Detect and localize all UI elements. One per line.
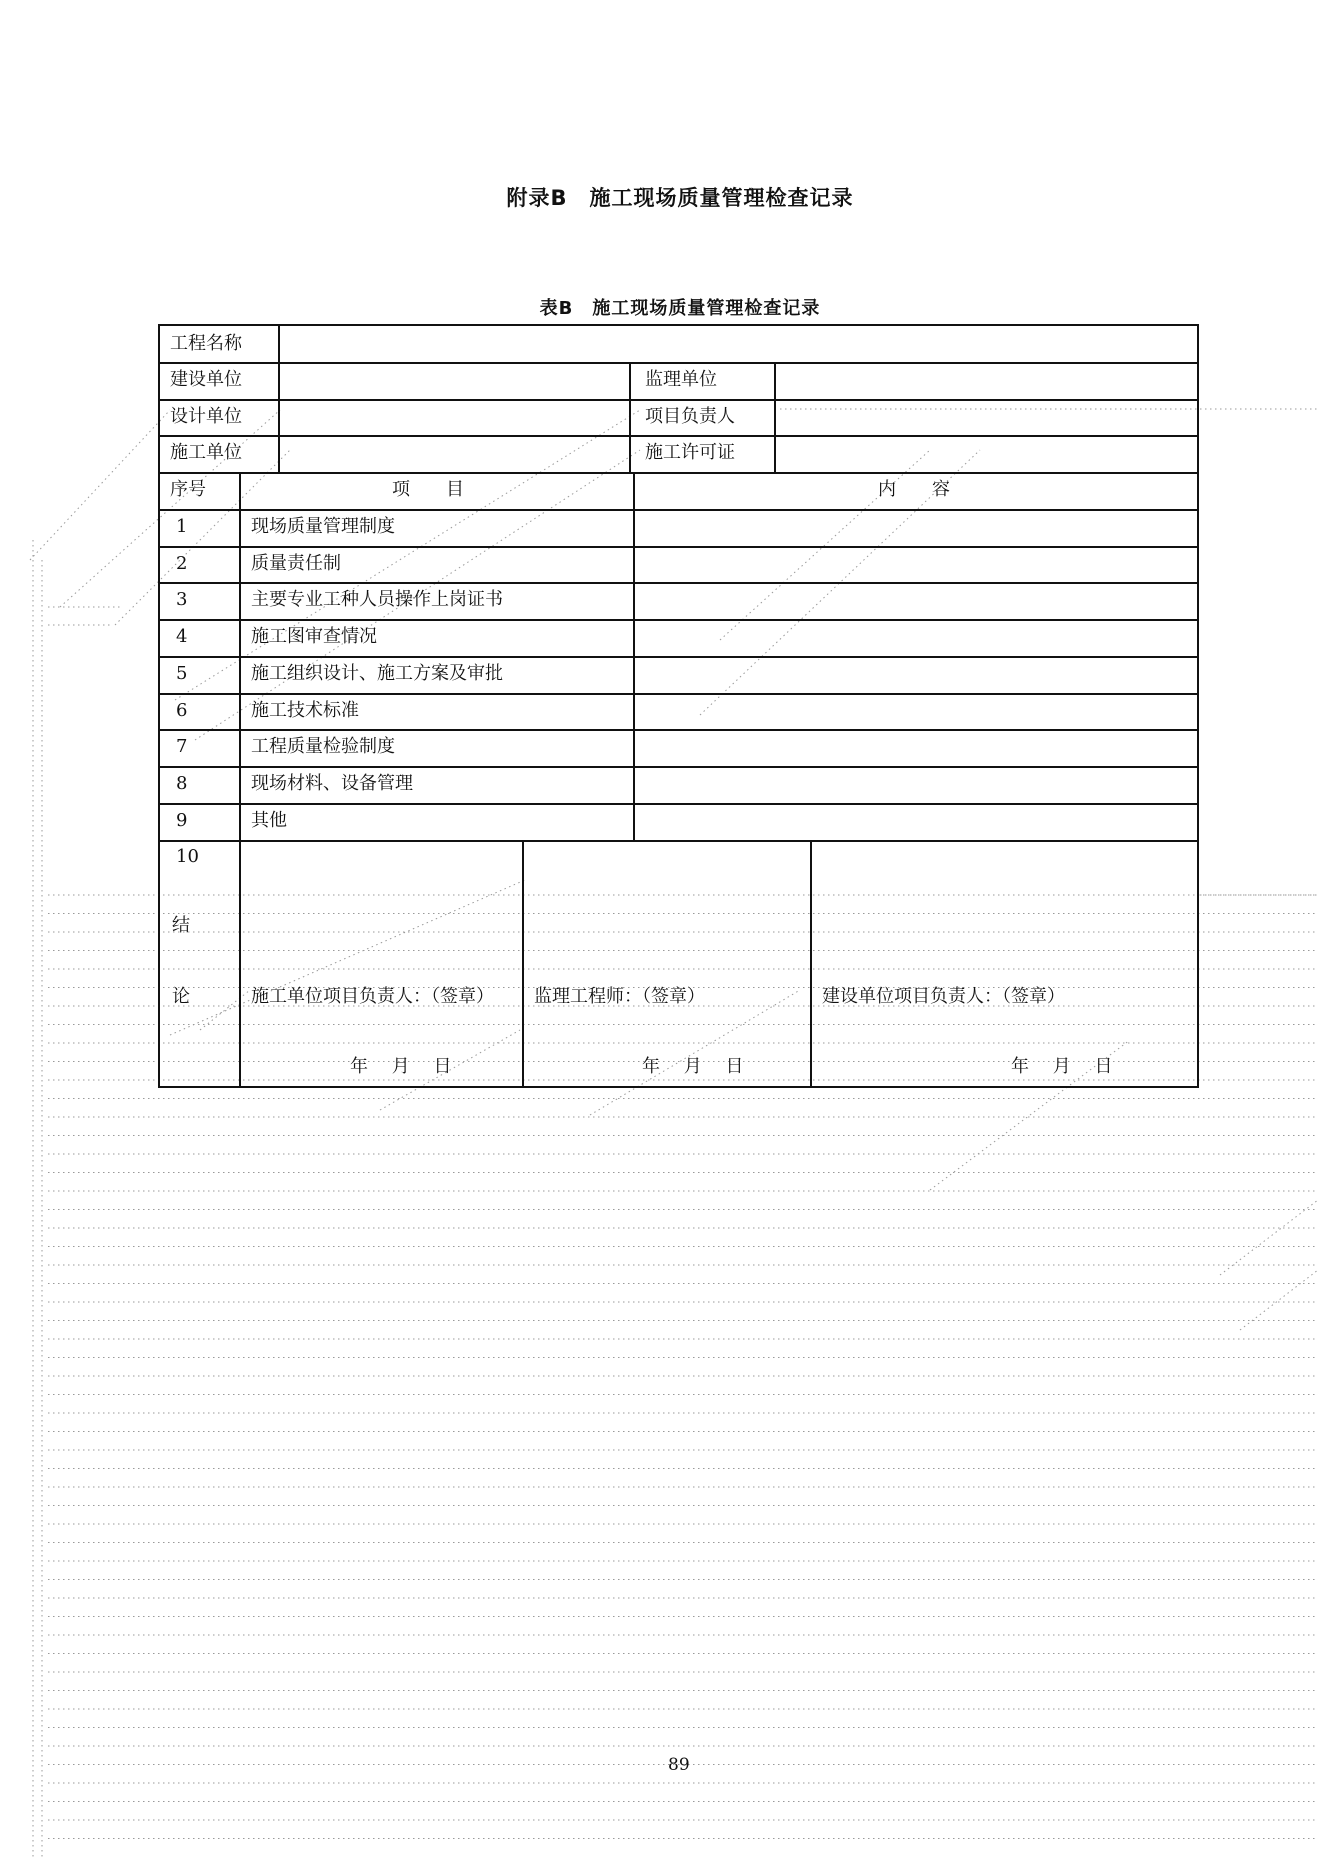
content-header: 内 容 — [878, 479, 950, 500]
contractor-sign-date: 年 月 日 — [350, 1056, 452, 1077]
column-divider — [810, 840, 812, 1088]
row-number: 7 — [176, 736, 188, 757]
supervisor-sign-label: 监理工程师：（签章） — [534, 986, 705, 1007]
column-divider — [522, 840, 524, 1088]
seq-header: 序号 — [170, 479, 206, 500]
row-divider — [160, 509, 1199, 511]
row-divider — [160, 803, 1199, 805]
row-divider — [160, 546, 1199, 548]
page-number: 89 — [668, 1755, 690, 1775]
row-divider — [160, 729, 1199, 731]
row-number: 10 — [176, 846, 199, 867]
quality-management-check-form — [158, 324, 1199, 1088]
row-divider — [160, 472, 1199, 474]
column-divider — [239, 472, 241, 1088]
owner-sign-date: 年 月 日 — [1011, 1056, 1113, 1077]
column-divider — [774, 362, 776, 472]
row-number: 5 — [176, 663, 188, 684]
row-item: 工程质量检验制度 — [251, 736, 395, 757]
project-name-label: 工程名称 — [170, 333, 242, 354]
page-title: 附录B 施工现场质量管理检查记录 — [506, 186, 854, 210]
column-divider — [633, 472, 635, 840]
supervision-unit-label: 监理单位 — [645, 369, 717, 390]
row-divider — [160, 362, 1199, 364]
row-number: 6 — [176, 700, 188, 721]
table-caption: 表B 施工现场质量管理检查记录 — [539, 298, 821, 319]
row-divider — [160, 435, 1199, 437]
design-unit-label: 设计单位 — [170, 406, 242, 427]
conclusion-label-2: 论 — [172, 986, 190, 1007]
row-divider — [160, 840, 1199, 842]
supervisor-sign-date: 年 月 日 — [642, 1056, 744, 1077]
column-divider — [278, 326, 280, 472]
row-divider — [160, 399, 1199, 401]
row-number: 1 — [176, 516, 188, 537]
row-number: 9 — [176, 810, 188, 831]
column-divider — [629, 362, 631, 472]
row-item: 现场质量管理制度 — [251, 516, 395, 537]
row-number: 2 — [176, 553, 188, 574]
owner-sign-label: 建设单位项目负责人：（签章） — [822, 986, 1065, 1007]
row-item: 施工组织设计、施工方案及审批 — [251, 663, 503, 684]
row-divider — [160, 619, 1199, 621]
row-divider — [160, 693, 1199, 695]
row-item: 现场材料、设备管理 — [251, 773, 413, 794]
row-divider — [160, 582, 1199, 584]
row-number: 4 — [176, 626, 188, 647]
row-divider — [160, 766, 1199, 768]
row-item: 主要专业工种人员操作上岗证书 — [251, 589, 503, 610]
contractor-sign-label: 施工单位项目负责人：（签章） — [251, 986, 494, 1007]
contractor-label: 施工单位 — [170, 442, 242, 463]
row-item: 施工技术标准 — [251, 700, 359, 721]
row-number: 8 — [176, 773, 188, 794]
row-item: 其他 — [251, 810, 287, 831]
row-item: 质量责任制 — [251, 553, 341, 574]
item-header: 项 目 — [392, 479, 464, 500]
row-number: 3 — [176, 589, 188, 610]
conclusion-label-1: 结 — [172, 915, 190, 936]
construction-owner-label: 建设单位 — [170, 369, 242, 390]
construction-permit-label: 施工许可证 — [645, 442, 735, 463]
project-leader-label: 项目负责人 — [645, 406, 735, 427]
row-divider — [160, 656, 1199, 658]
row-item: 施工图审查情况 — [251, 626, 377, 647]
